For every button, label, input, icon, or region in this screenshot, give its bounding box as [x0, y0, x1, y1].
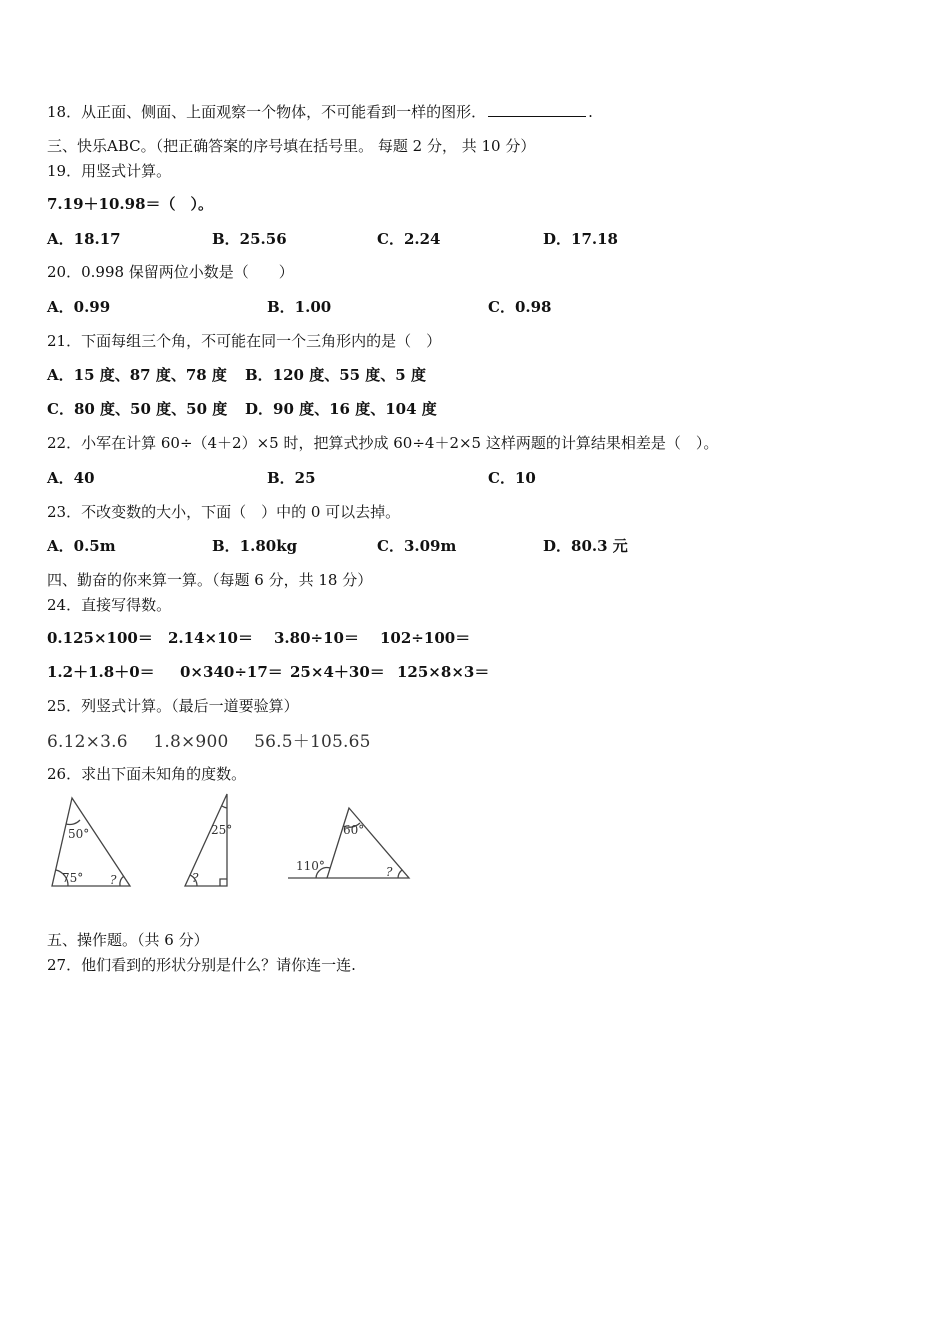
q20-option-c[interactable]: C．0.98: [488, 298, 552, 316]
q22-option-b[interactable]: B．25: [267, 469, 316, 487]
q24-item: 1.2＋1.8＋0＝: [47, 663, 155, 681]
angle-arc: [120, 876, 124, 886]
q21-option-a[interactable]: A．15 度、87 度、78 度: [47, 366, 227, 384]
fig3-exterior-angle: 110°: [296, 859, 325, 873]
q21-option-c[interactable]: C．80 度、50 度、50 度: [47, 400, 228, 418]
answer-blank[interactable]: [488, 102, 586, 117]
triangle-figures: [40, 790, 420, 895]
q22-option-a[interactable]: A．40: [47, 469, 95, 487]
q21-option-b[interactable]: B．120 度、55 度、5 度: [245, 366, 426, 384]
fig1-top-angle: 50°: [68, 827, 90, 841]
q24-item: 125×8×3＝: [397, 663, 490, 681]
question-19-stem: 7.19＋10.98＝（ ）。: [47, 195, 214, 213]
q25-item: 6.12×3.6: [47, 732, 128, 752]
question-26-title: 26．求出下面未知角的度数。: [47, 765, 247, 783]
triangle-3: [327, 808, 409, 878]
section-5-title: 五、操作题。（共 6 分）: [47, 931, 209, 949]
question-24-title: 24．直接写得数。: [47, 596, 172, 614]
q19-option-d[interactable]: D．17.18: [543, 230, 618, 248]
fig2-unknown-angle: ?: [192, 871, 199, 885]
question-25-title: 25．列竖式计算。（最后一道要验算）: [47, 697, 299, 715]
fig3-top-angle: 60°: [343, 823, 365, 837]
angle-arc: [66, 820, 80, 825]
question-18-tail: .: [588, 103, 593, 121]
question-19-title: 19．用竖式计算。: [47, 162, 172, 180]
angle-arc: [222, 806, 227, 808]
question-22-stem: 22．小军在计算 60÷（4＋2）×5 时，把算式抄成 60÷4＋2×5 这样两题的计算结果相差是（ ）。: [47, 434, 719, 452]
q25-items: [47, 727, 391, 752]
angle-arc: [398, 870, 402, 878]
right-angle-mark: [220, 879, 227, 886]
q24-item: 0.125×100＝: [47, 629, 153, 647]
fig1-unknown-angle: ?: [110, 873, 117, 887]
q24-item: 2.14×10＝: [168, 629, 253, 647]
q23-option-b[interactable]: B．1.80kg: [212, 537, 298, 555]
q25-item: 1.8×900: [153, 732, 229, 752]
q20-option-a[interactable]: A．0.99: [47, 298, 111, 316]
q24-item: 102÷100＝: [380, 629, 471, 647]
q24-item: 3.80÷10＝: [274, 629, 359, 647]
q24-item: 25×4＋30＝: [290, 663, 385, 681]
q24-item: 0×340÷17＝: [180, 663, 283, 681]
q23-option-d[interactable]: D．80.3 元: [543, 537, 628, 555]
question-21-stem: 21．下面每组三个角，不可能在同一个三角形内的是（ ）: [47, 332, 442, 350]
question-23-stem: 23．不改变数的大小，下面（ ）中的 0 可以去掉。: [47, 503, 401, 521]
q23-option-c[interactable]: C．3.09m: [377, 537, 457, 555]
q20-option-b[interactable]: B．1.00: [267, 298, 332, 316]
q21-option-d[interactable]: D．90 度、16 度、104 度: [245, 400, 437, 418]
q19-option-c[interactable]: C．2.24: [377, 230, 441, 248]
fig1-left-angle: 75°: [62, 871, 84, 885]
q19-option-b[interactable]: B．25.56: [212, 230, 287, 248]
q23-option-a[interactable]: A．0.5m: [47, 537, 116, 555]
q25-item: 56.5＋105.65: [254, 732, 371, 752]
question-18: [47, 102, 593, 122]
question-20-stem: 20．0.998 保留两位小数是（ ）: [47, 263, 294, 281]
q22-option-c[interactable]: C．10: [488, 469, 536, 487]
section-4-title: 四、勤奋的你来算一算。（每题 6 分，共 18 分）: [47, 571, 373, 589]
q19-option-a[interactable]: A．18.17: [47, 230, 121, 248]
fig3-unknown-angle: ?: [386, 865, 393, 879]
question-18-text: 18．从正面、侧面、上面观察一个物体，不可能看到一样的图形．: [47, 103, 487, 121]
fig2-top-angle: 25°: [211, 823, 233, 837]
section-3-title: 三、快乐ABC。（把正确答案的序号填在括号里。 每题 2 分， 共 10 分）: [47, 137, 536, 155]
question-27-text: 27．他们看到的形状分别是什么？请你连一连.: [47, 956, 356, 974]
